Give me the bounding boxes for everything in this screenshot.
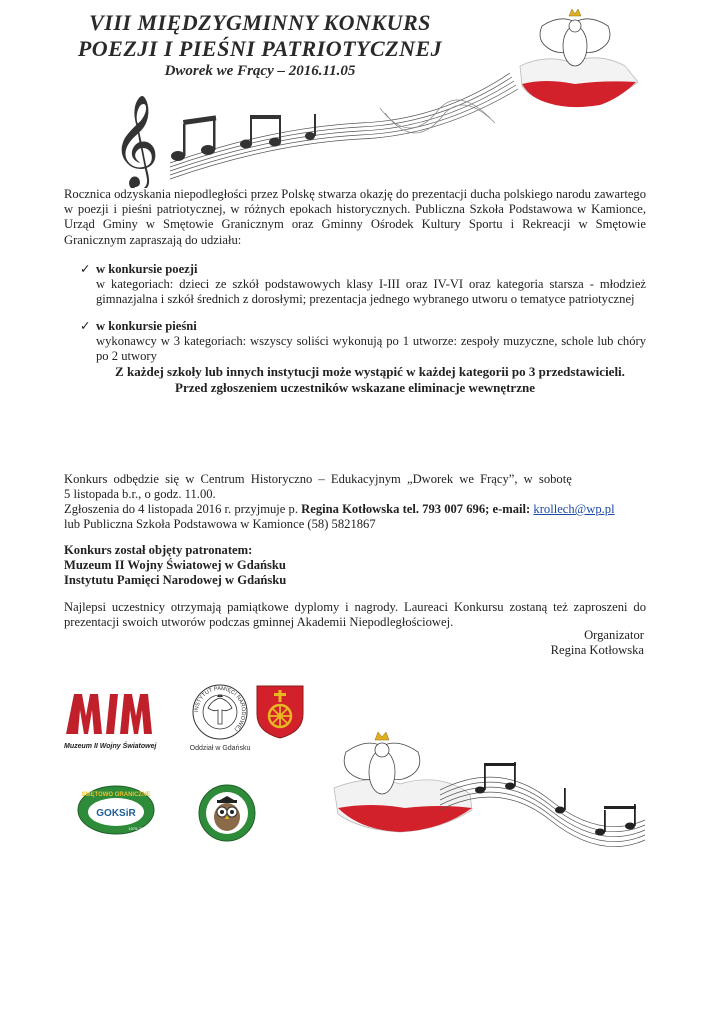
registration-contact: Regina Kotłowska tel. 793 007 696; e-mail: (301, 502, 534, 516)
svg-text:𝄞: 𝄞 (112, 94, 160, 187)
owl-school-logo-icon (198, 784, 256, 842)
poetry-text: w kategoriach: dzieci ze szkół podstawowych klasy I-III oraz IV-VI oraz kategoria starsza - młodzież gimnazjalna i szkół średnich z dorosłymi; prezentacja jednego wybranego utworu o tematyce patriotycznej (96, 277, 646, 307)
song-heading: w konkursie pieśni (96, 319, 197, 333)
checkmark-icon: ✓ (80, 262, 91, 276)
event-line-1: Konkurs odbędzie się w Centrum Historyczno – Edukacyjnym „Dworek we Frący”, w sobotę (64, 472, 572, 486)
intro-paragraph: Rocznica odzyskania niepodległości przez Polskę stwarza okazję do prezentacji ducha polskiego narodu zawartego w poezji i pieśni patriotycznej, w różnych epokach historycznych. Publiczna Szkoła Podstawowa w Kamionce, Urząd Gminy w Smętowie Granicznym oraz Gminny Ośrodek Kultury Sportu i Rekreacji w Smętowie Granicznym zapraszają do udziału: (64, 187, 646, 247)
ipn-seal-icon (192, 684, 248, 740)
goksir-top-text: SMĘTOWO GRANICZNE (81, 792, 151, 798)
registration-line (64, 502, 664, 517)
goksir-name-text: GOKSiR (96, 808, 136, 819)
song-section (80, 319, 646, 334)
email-link[interactable]: krollech@wp.pl (533, 502, 615, 516)
organizer-label: Organizator (584, 628, 644, 642)
eagle-map-illustration (500, 4, 650, 114)
poetry-section (80, 262, 646, 277)
title-line-1: VIII MIĘDZYGMINNY KONKURS (89, 10, 431, 35)
subtitle: Dworek we Frący – 2016.11.05 (164, 63, 356, 79)
patron-museum: Muzeum II Wojny Światowej w Gdańsku (64, 558, 286, 572)
ipn-caption: Oddział w Gdańsku (189, 745, 251, 752)
registration-prefix: Zgłoszenia do 4 listopada 2016 r. przyjmuje p. (64, 502, 302, 516)
organizer-name: Regina Kotłowska (550, 643, 644, 657)
ipn-ring-text: INSTYTUT PAMIĘCI NARODOWEJ (193, 685, 247, 732)
title-line-2: POEZJI I PIEŚNI PATRIOTYCZNEJ (77, 36, 443, 61)
patron-ipn: Instytutu Pamięci Narodowej w Gdańsku (64, 573, 287, 587)
registration-line-2: lub Publiczna Szkoła Podstawowa w Kamionce (58) 5821867 (64, 517, 376, 531)
elimination-note: Przed zgłoszeniem uczestników wskazane eliminacje wewnętrzne (175, 380, 535, 395)
muzeum-logo (64, 692, 164, 762)
music-staff-illustration (440, 760, 650, 870)
goksir-year-text: 1975-2015 (128, 826, 148, 831)
prizes-paragraph: Najlepsi uczestnicy otrzymają pamiątkowe dyplomy i nagrody. Laureaci Konkursu zostaną też zaproszeni do prezentacji swoich utworów podczas gminnej Akademii Niepodległościowej. (64, 600, 646, 630)
song-text: wykonawcy w 3 kategoriach: wszyscy soliści wykonują po 1 utworze: zespoły muzyczne, schole lub chóry po 2 utwory (96, 334, 646, 364)
event-line-2: 5 listopada b.r., o godz. 11.00. (64, 487, 216, 501)
muzeum-mark-icon (64, 692, 160, 736)
gmina-coat-of-arms-icon (255, 684, 305, 740)
poetry-heading: w konkursie poezji (96, 262, 198, 276)
goksir-logo (76, 784, 156, 836)
goksir-emblem-icon (76, 784, 156, 836)
ipn-logo (180, 684, 260, 764)
music-notes-illustration (110, 68, 520, 188)
checkmark-icon: ✓ (80, 319, 91, 333)
patronage-heading: Konkurs został objęty patronatem: (64, 543, 253, 557)
representatives-note: Z każdej szkoły lub innych instytucji może wystąpić w każdej kategorii po 3 przedstawicieli. (115, 364, 625, 379)
muzeum-caption: Muzeum II Wojny Światowej (64, 743, 157, 750)
